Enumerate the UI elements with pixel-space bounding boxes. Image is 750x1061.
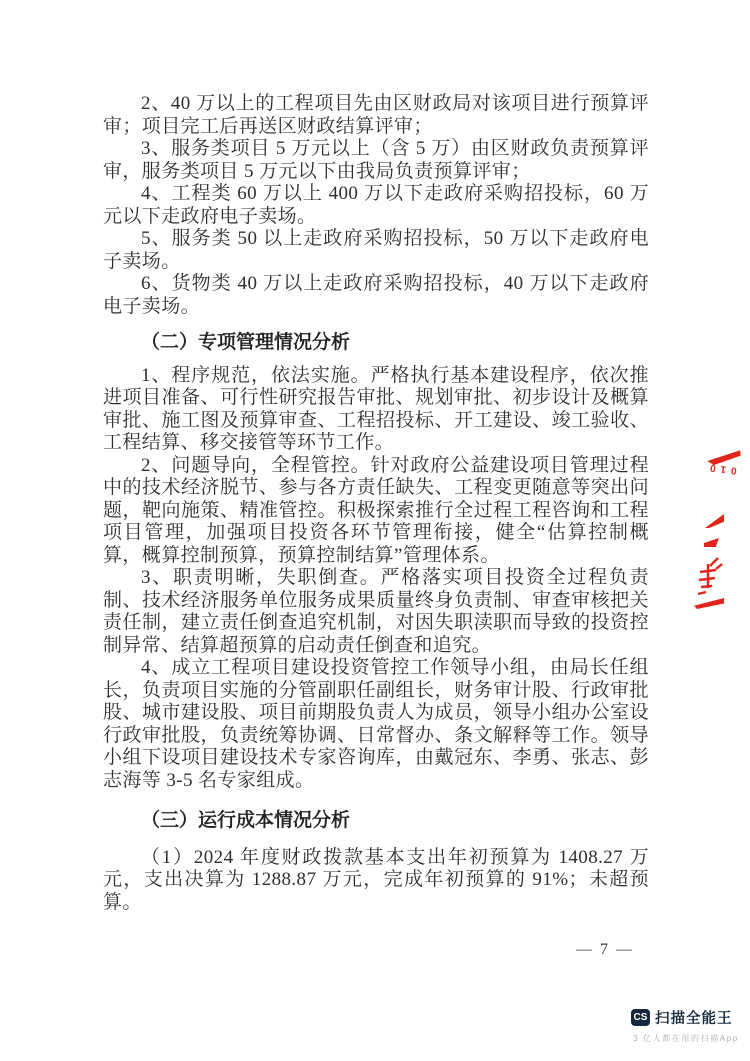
section-heading-operating-cost: （三）运行成本情况分析: [141, 810, 351, 831]
paragraph-budget-review-40w: 2、40 万以上的工程项目先由区财政局对该项目进行预算评审；项目完工后再送区财政结算评审；: [103, 93, 649, 137]
paragraph-service-50w-bidding: 5、服务类 50 以上走政府采购招投标，50 万以下走政府电子卖场。: [103, 228, 649, 272]
paragraph-goods-40w-bidding: 6、货物类 40 万以上走政府采购招投标，40 万以下走政府电子卖场。: [103, 273, 649, 317]
paragraph-procedure-compliance: 1、程序规范，依法实施。严格执行基本建设程序，依次推进项目准备、可行性研究报告审批、规划审批、初步设计及概算审批、施工图及预算审查、工程招投标、开工建设、竣工验收、工程结算、移交接管等环节工作。: [103, 364, 649, 453]
camscanner-tagline: 3 亿人都在用的扫描App: [633, 1034, 739, 1043]
section-heading-special-management: （二）专项管理情况分析: [141, 332, 351, 353]
page-number: — 7 —: [576, 941, 634, 958]
red-stamp-digits: 010: [704, 461, 738, 476]
paragraph-leading-group: 4、成立工程项目建设投资管控工作领导小组，由局长任组长，负责项目实施的分管副职任副组长，财务审计股、行政审批股、城市建设股、项目前期股负责人为成员，领导小组办公室设行政审批股，负责统筹协调、日常督办、条文解释等工作。领导小组下设项目建设技术专家咨询库，由戴冠东、李勇、张志、彭志海等 3-5 名专家组成。: [103, 657, 649, 791]
paragraph-service-5w-review: 3、服务类项目 5 万元以上（含 5 万）由区财政负责预算评审，服务类项目 5 万元以下由我局负责预算评审；: [103, 138, 649, 182]
paragraph-engineering-60w-bidding: 4、工程类 60 万以上 400 万以下走政府采购招投标，60 万元以下走政府电子卖场。: [103, 183, 649, 227]
camscanner-app-name: 扫描全能王: [655, 1011, 733, 1027]
red-stamp-fragment-icon: [705, 514, 724, 528]
paragraph-2024-budget-execution: （1）2024 年度财政拨款基本支出年初预算为 1408.27 万元，支出决算为 1288.87 万元，完成年初预算的 91%；未超预算。: [103, 846, 649, 913]
camscanner-watermark: [631, 1007, 741, 1044]
paragraph-problem-oriented-control: 2、问题导向，全程管控。针对政府公益建设项目管理过程中的技术经济脱节、参与各方责任缺失、工程变更随意等突出问题，靶向施策、精准管控。积极探索推行全过程工程咨询和工程项目管理，加强项目投资各环节管理衔接，健全“估算控制概算，概算控制预算，预算控制结算”管理体系。: [103, 454, 649, 566]
red-stamp-fragment-icon: [704, 538, 719, 547]
red-stamp-fragment-icon: [696, 556, 726, 600]
camscanner-logo-icon: [631, 1009, 650, 1026]
paragraph-responsibility-traceback: 3、职责明晰，失职倒查。严格落实项目投资全过程负责制、技术经济服务单位服务成果质量终身负责制、审查审核把关责任制，建立责任倒查追究机制，对因失职渎职而导致的投资控制异常、结算超预算的启动责任倒查和追究。: [103, 567, 649, 656]
camscanner-logo-text: CS: [633, 1012, 648, 1023]
document-body: [103, 93, 649, 914]
